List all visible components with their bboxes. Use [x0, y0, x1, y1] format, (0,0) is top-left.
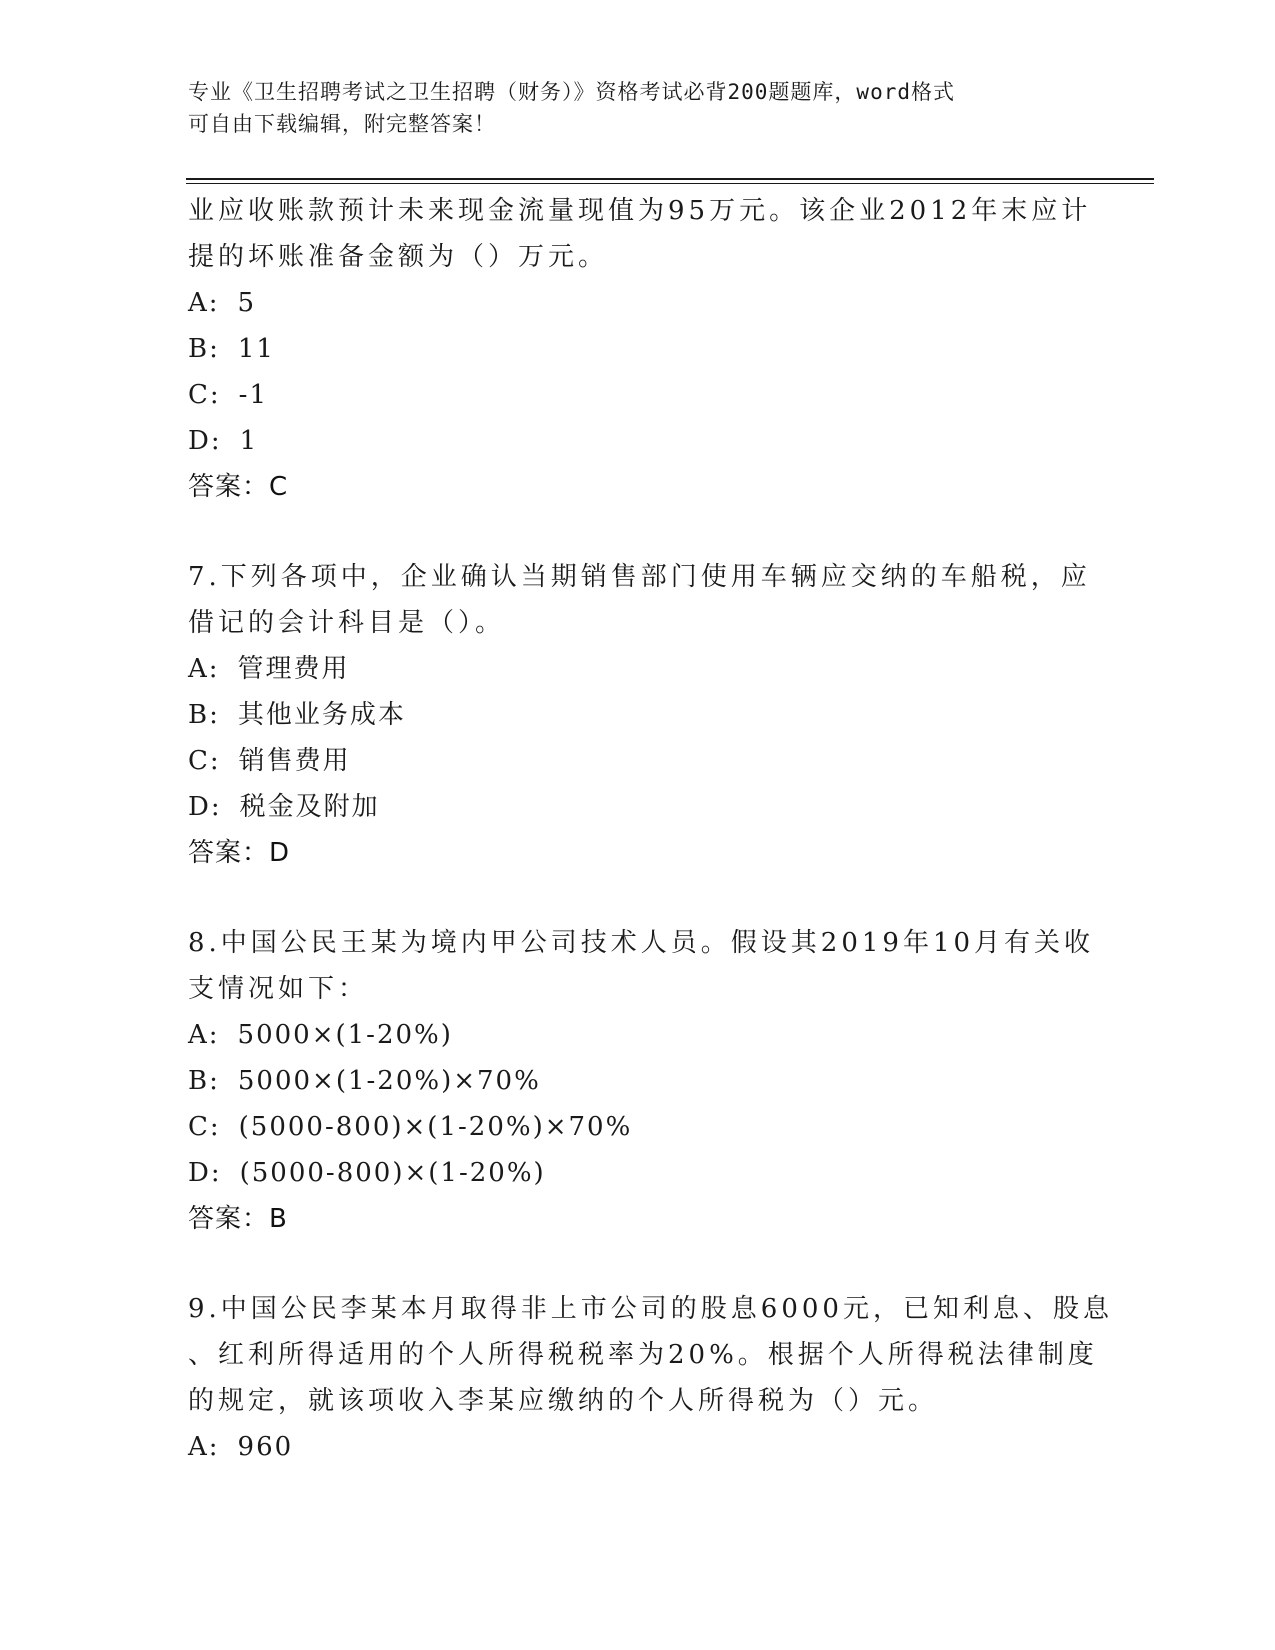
option-d: [188, 1150, 1088, 1196]
option-value: 其他业务成本: [237, 700, 406, 730]
question-7: [188, 554, 1091, 876]
option-value: 税金及附加: [239, 792, 380, 822]
question-text-line: 的规定，就该项收入李某应缴纳的个人所得税为（）元。: [188, 1386, 939, 1416]
option-value: 5000×(1-20%): [237, 1020, 453, 1050]
option-value: -1: [238, 380, 268, 410]
header-divider-thin: [186, 183, 1154, 184]
option-d: [188, 418, 1088, 464]
option-a: [188, 1012, 1088, 1058]
option-c: [188, 738, 1088, 784]
header-title-line-2: 可自由下载编辑，附完整答案！: [188, 112, 496, 136]
option-value: (5000-800)×(1-20%): [239, 1158, 546, 1188]
option-key: C:: [188, 746, 221, 776]
question-text-line: 业应收账款预计未来现金流量现值为95万元。该企业2012年末应计: [188, 196, 1092, 226]
option-key: A:: [188, 1432, 220, 1462]
question-list: [188, 188, 1113, 1470]
option-value: 960: [237, 1432, 294, 1462]
option-d: [188, 784, 1088, 830]
question-text-line: 、红利所得适用的个人所得税税率为20%。根据个人所得税法律制度: [188, 1340, 1098, 1370]
option-key: B:: [188, 700, 220, 730]
question-text-line: 8.中国公民王某为境内甲公司技术人员。假设其2019年10月有关收: [188, 928, 1095, 958]
option-value: 11: [237, 334, 275, 364]
question-6: [188, 188, 1092, 510]
option-a: [188, 1424, 1088, 1470]
header-divider-thick: [186, 178, 1154, 180]
option-b: [188, 326, 1088, 372]
option-key: C:: [188, 380, 221, 410]
answer-line: 答案：D: [188, 838, 291, 868]
answer-line: 答案：C: [188, 472, 289, 502]
page-header: [188, 76, 1068, 140]
answer-line: 答案：B: [188, 1204, 288, 1234]
option-b: [188, 1058, 1088, 1104]
question-text-line: 7.下列各项中，企业确认当期销售部门使用车辆应交纳的车船税，应: [188, 562, 1091, 592]
option-key: A:: [188, 654, 220, 684]
option-value: 管理费用: [237, 654, 350, 684]
question-text-line: 9.中国公民李某本月取得非上市公司的股息6000元，已知利息、股息: [188, 1294, 1113, 1324]
option-value: (5000-800)×(1-20%)×70%: [238, 1112, 633, 1142]
option-key: D:: [188, 426, 222, 456]
option-key: D:: [188, 792, 222, 822]
option-a: [188, 280, 1088, 326]
question-text-line: 提的坏账准备金额为（）万元。: [188, 242, 609, 272]
question-9: [188, 1286, 1113, 1470]
option-value: 销售费用: [238, 746, 351, 776]
option-value: 5000×(1-20%)×70%: [237, 1066, 541, 1096]
option-c: [188, 372, 1088, 418]
option-a: [188, 646, 1088, 692]
header-title-line-1: 专业《卫生招聘考试之卫生招聘（财务）》资格考试必背200题题库，word格式: [188, 80, 955, 104]
option-b: [188, 692, 1088, 738]
question-text-line: 借记的会计科目是（）。: [188, 608, 506, 638]
option-key: A:: [188, 288, 220, 318]
option-key: D:: [188, 1158, 222, 1188]
option-key: B:: [188, 1066, 220, 1096]
option-c: [188, 1104, 1088, 1150]
option-key: C:: [188, 1112, 221, 1142]
question-8: [188, 920, 1095, 1242]
option-key: B:: [188, 334, 220, 364]
question-text-line: 支情况如下：: [188, 974, 369, 1004]
option-value: 5: [237, 288, 257, 318]
option-key: A:: [188, 1020, 220, 1050]
option-value: 1: [239, 426, 259, 456]
